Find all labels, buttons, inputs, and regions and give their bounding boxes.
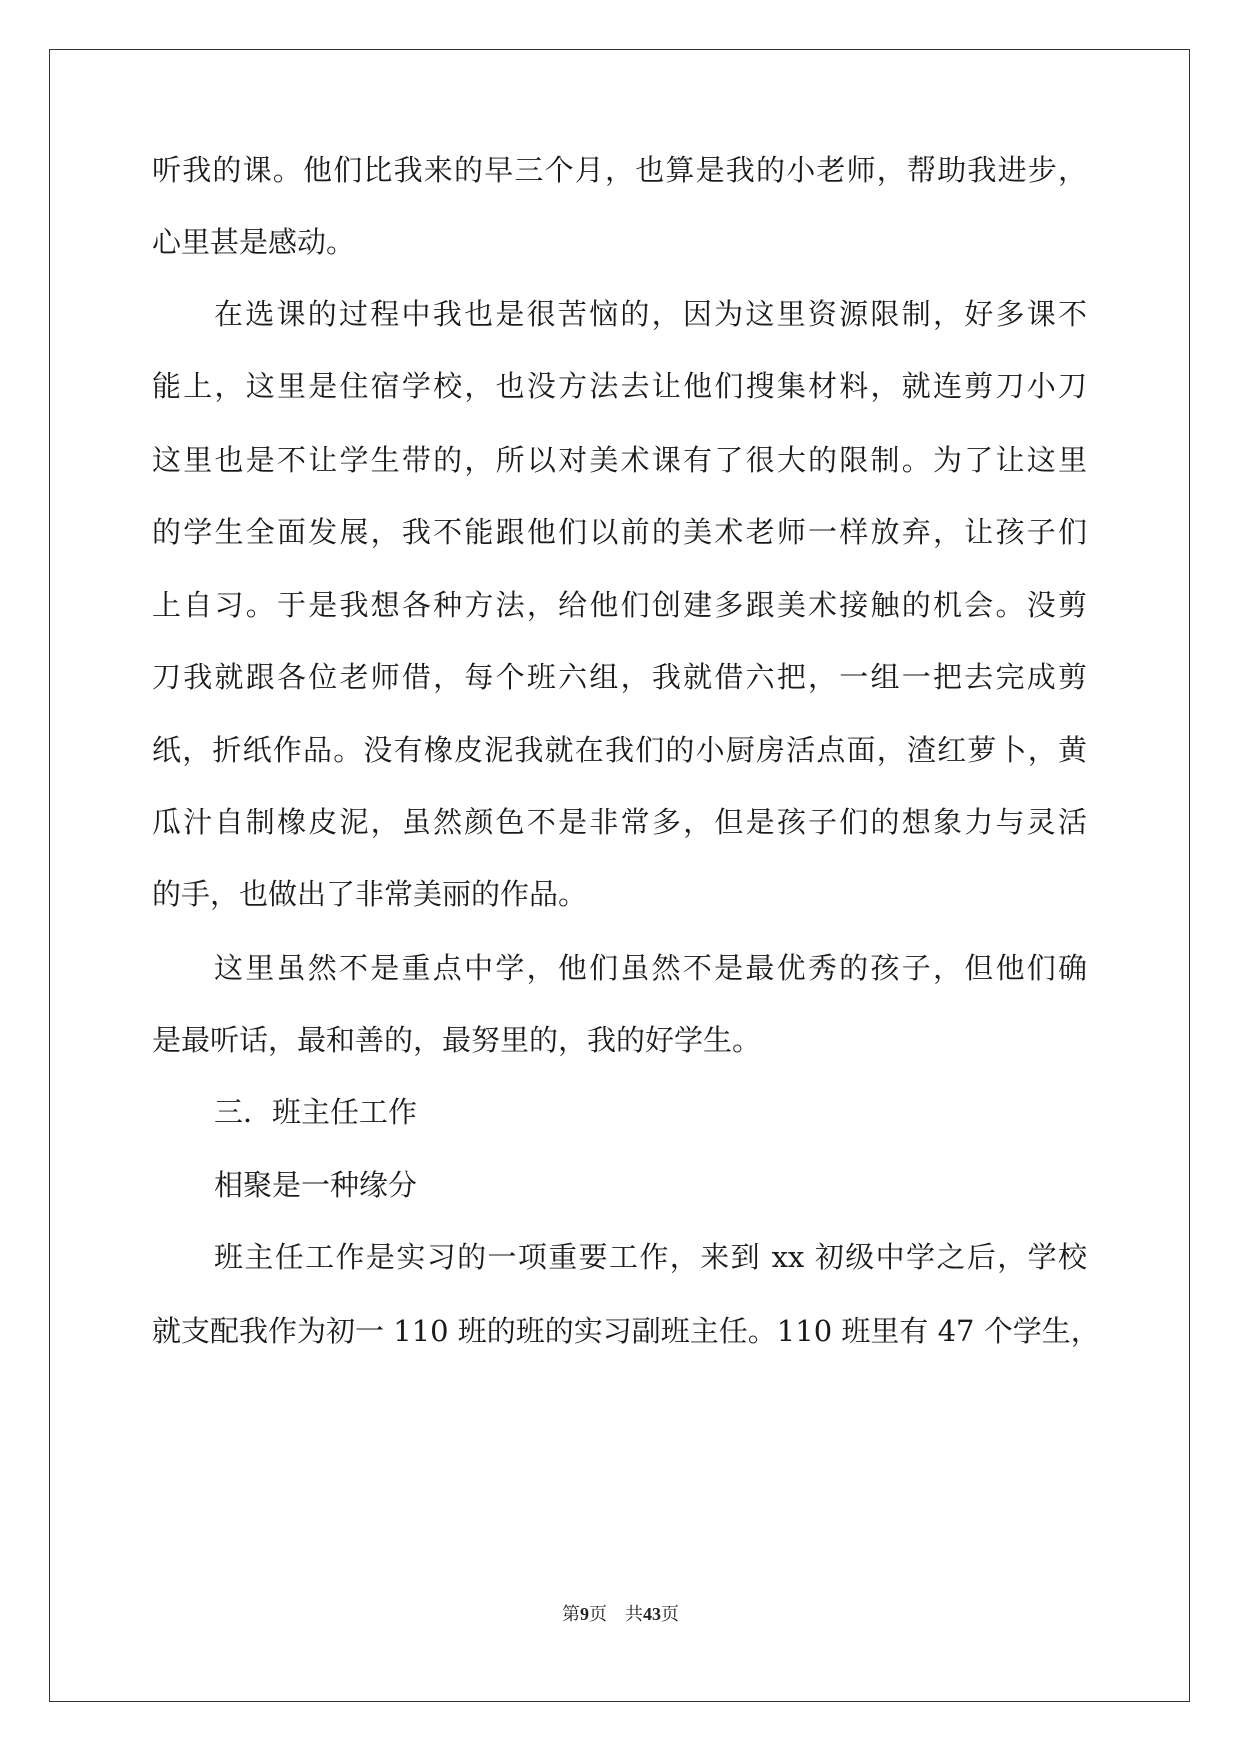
text-line: 瓜汁自制橡皮泥，虽然颜色不是非常多，但是孩子们的想象力与灵活 — [152, 805, 1087, 839]
text-line: 上自习。于是我想各种方法，给他们创建多跟美术接触的机会。没剪 — [152, 588, 1087, 622]
section-heading: 三．班主任工作 — [214, 1095, 418, 1129]
footer-total-pages: 43 — [643, 1604, 661, 1624]
footer-page-suffix: 页 — [589, 1604, 607, 1625]
footer-page-number: 9 — [580, 1604, 589, 1624]
footer-total-suffix: 页 — [661, 1604, 679, 1625]
footer-page-prefix: 第 — [562, 1604, 580, 1625]
paragraph-start: 班主任工作是实习的一项重要工作，来到 xx 初级中学之后，学校 — [214, 1240, 1087, 1274]
subheading: 相聚是一种缘分 — [214, 1168, 418, 1202]
text-line: 听我的课。他们比我来的早三个月，也算是我的小老师，帮助我进步， — [152, 153, 1087, 187]
page-footer — [0, 1600, 1241, 1626]
paragraph-start: 在选课的过程中我也是很苦恼的，因为这里资源限制，好多课不 — [214, 297, 1087, 331]
text-line: 的手，也做出了非常美丽的作品。 — [152, 877, 588, 911]
text-line: 心里甚是感动。 — [152, 225, 356, 259]
footer-total-prefix: 共 — [625, 1604, 643, 1625]
text-line: 纸，折纸作品。没有橡皮泥我就在我们的小厨房活点面，渣红萝卜，黄 — [152, 733, 1087, 767]
text-line: 就支配我作为初一 110 班的班的实习副班主任。110 班里有 47 个学生， — [152, 1314, 1100, 1348]
paragraph-start: 这里虽然不是重点中学，他们虽然不是最优秀的孩子，但他们确 — [214, 951, 1087, 985]
text-line: 这里也是不让学生带的，所以对美术课有了很大的限制。为了让这里 — [152, 443, 1087, 477]
text-line: 刀我就跟各位老师借，每个班六组，我就借六把，一组一把去完成剪 — [152, 660, 1087, 694]
text-line: 能上，这里是住宿学校，也没方法去让他们搜集材料，就连剪刀小刀 — [152, 369, 1087, 403]
text-line: 的学生全面发展，我不能跟他们以前的美术老师一样放弃，让孩子们 — [152, 515, 1087, 549]
text-line: 是最听话，最和善的，最努里的，我的好学生。 — [152, 1023, 762, 1057]
